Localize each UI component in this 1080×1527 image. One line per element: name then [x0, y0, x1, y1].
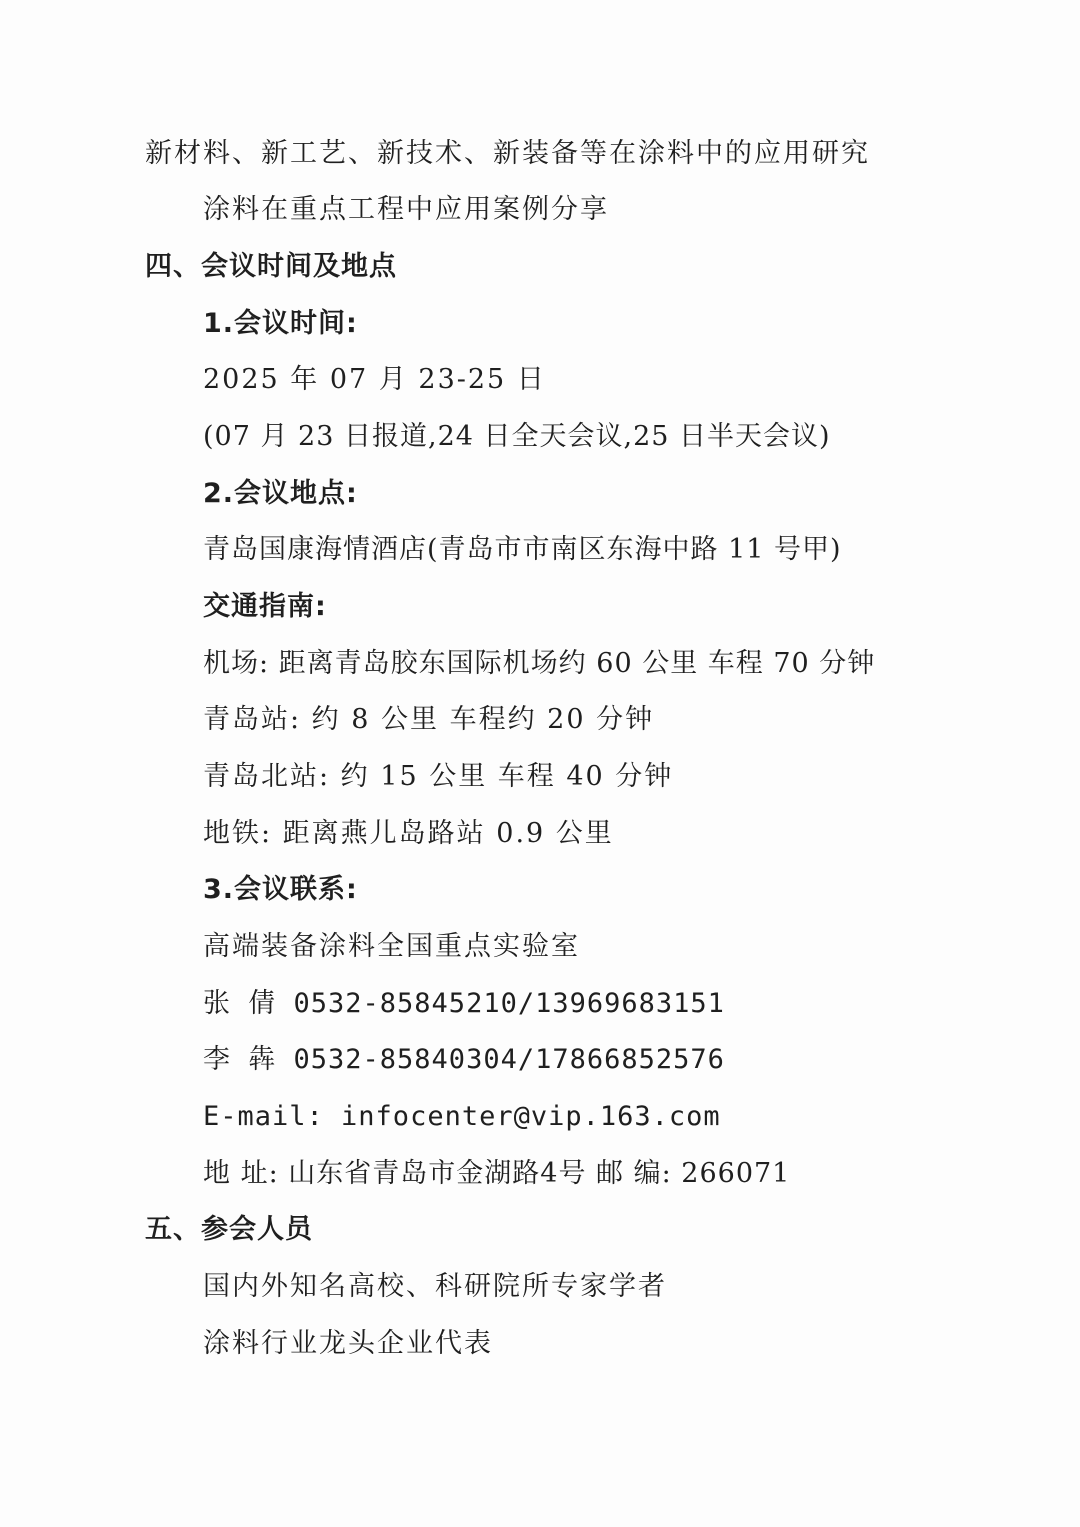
- meeting-schedule-note: (07 月 23 日报道,24 日全天会议,25 日半天会议): [203, 421, 831, 452]
- contact-person-li: 李 犇 0532-85840304/17866852576: [203, 1044, 725, 1075]
- meeting-venue: 青岛国康海情酒店(青岛市市南区东海中路 11 号甲): [203, 534, 842, 565]
- topic-line-materials: 新材料、新工艺、新技术、新装备等在涂料中的应用研究: [145, 138, 870, 169]
- traffic-qingdao-station: 青岛站: 约 8 公里 车程约 20 分钟: [203, 704, 655, 735]
- topic-line-cases: 涂料在重点工程中应用案例分享: [203, 194, 609, 225]
- traffic-qingdao-north-station: 青岛北站: 约 15 公里 车程 40 分钟: [203, 761, 674, 792]
- attendees-enterprises: 涂料行业龙头企业代表: [203, 1328, 493, 1359]
- section-heading-meeting-time-place: 四、会议时间及地点: [145, 251, 397, 282]
- contact-organization: 高端装备涂料全国重点实验室: [203, 931, 580, 962]
- traffic-metro: 地铁: 距离燕儿岛路站 0.9 公里: [203, 818, 614, 849]
- subheading-meeting-place: 2.会议地点:: [203, 478, 358, 509]
- attendees-experts: 国内外知名高校、科研院所专家学者: [203, 1271, 667, 1302]
- subheading-meeting-contact: 3.会议联系:: [203, 874, 358, 905]
- contact-person-zhang: 张 倩 0532-85845210/13969683151: [203, 988, 725, 1019]
- contact-email: E-mail: infocenter@vip.163.com: [203, 1101, 721, 1132]
- subheading-traffic-guide: 交通指南:: [203, 591, 327, 622]
- subheading-meeting-time: 1.会议时间:: [203, 308, 358, 339]
- section-heading-attendees: 五、参会人员: [145, 1214, 313, 1245]
- traffic-airport: 机场: 距离青岛胶东国际机场约 60 公里 车程 70 分钟: [203, 648, 876, 679]
- meeting-date: 2025 年 07 月 23-25 日: [203, 364, 546, 395]
- contact-address-postcode: 地 址: 山东省青岛市金湖路4号 邮 编: 266071: [203, 1158, 791, 1189]
